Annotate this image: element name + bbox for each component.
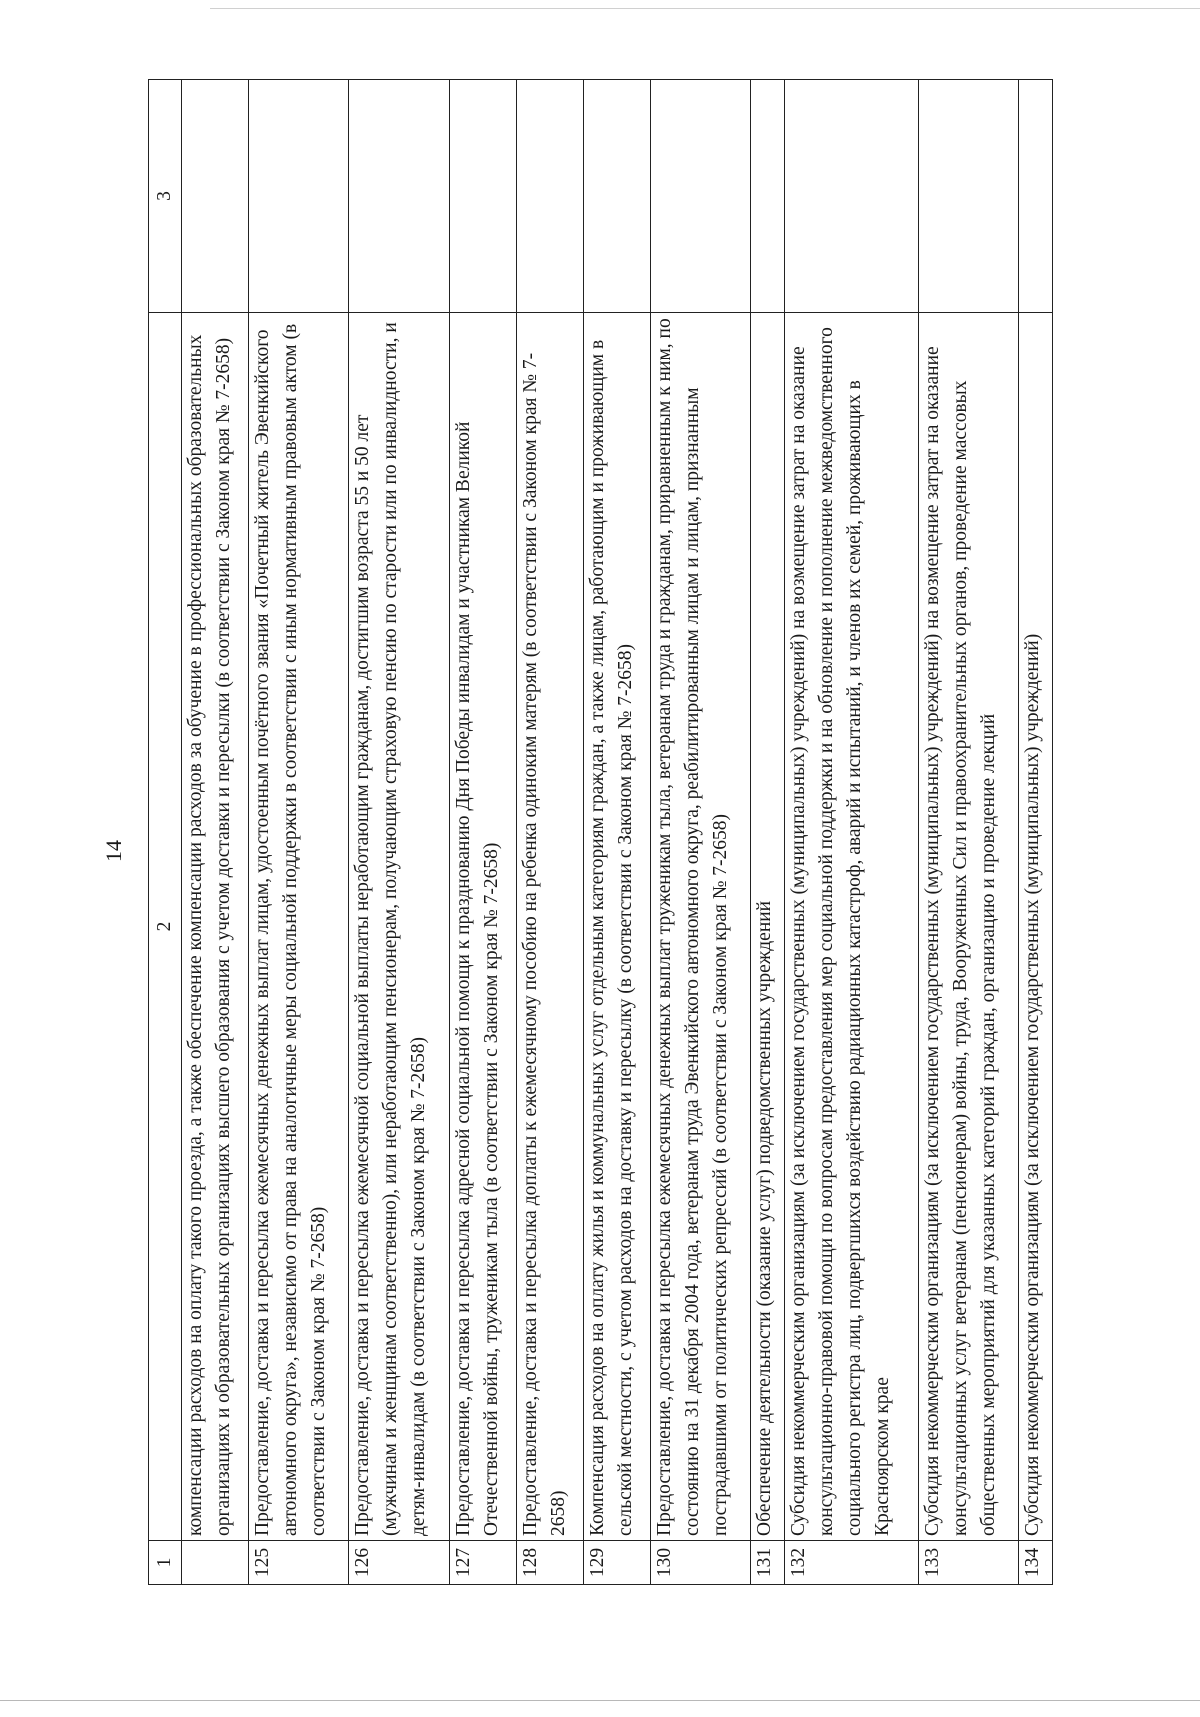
budget-items-table — [148, 79, 1053, 1585]
row-number: 128 — [516, 1541, 583, 1585]
row-value — [449, 80, 516, 313]
page-number: 14 — [101, 840, 126, 862]
row-description: Компенсация расходов на оплату жилья и коммунальных услуг отдельным категориям граждан, а также лицам, работающим и проживающим в сельской местности, с учетом расходов на доставку и пересылку (в соответствии с Законом края № 7-2658) — [583, 313, 650, 1541]
table-header-row — [149, 80, 182, 1585]
row-number: 132 — [785, 1541, 918, 1585]
table-row — [1018, 80, 1052, 1585]
row-number: 127 — [449, 1541, 516, 1585]
table-row — [516, 80, 583, 1585]
row-number: 129 — [583, 1541, 650, 1585]
row-description: Субсидия некоммерческим организациям (за исключением государственных (муниципальных) учреждений) на возмещение затрат на оказание консультационно-правовой помощи по вопросам предоставления мер социальной поддержки и на обновление и пополнение межведомственного социального регистра лиц, подвергшихся воздействию радиационных катастроф, аварий и испытаний, и членов их семей, проживающих в Красноярском крае — [785, 313, 918, 1541]
row-value — [182, 80, 249, 313]
row-number: 134 — [1018, 1541, 1052, 1585]
scan-edge-bottom — [0, 1700, 1200, 1701]
row-number: 131 — [751, 1541, 785, 1585]
table-row — [751, 80, 785, 1585]
row-number — [182, 1541, 249, 1585]
row-description: Предоставление, доставка и пересылка адресной социальной помощи к празднованию Дня Победы инвалидам и участникам Великой Отечественной войны, труженикам тыла (в соответствии с Законом края № 7-2658) — [449, 313, 516, 1541]
table-row — [182, 80, 249, 1585]
table-row — [449, 80, 516, 1585]
rotated-table-container — [148, 80, 1053, 1585]
row-number: 133 — [918, 1541, 1018, 1585]
row-value — [785, 80, 918, 313]
row-value — [249, 80, 349, 313]
column-header-3: 3 — [149, 80, 182, 313]
table-row — [349, 80, 449, 1585]
table-row — [785, 80, 918, 1585]
column-header-2: 2 — [149, 313, 182, 1541]
table-row — [249, 80, 349, 1585]
row-number: 126 — [349, 1541, 449, 1585]
row-description: Субсидия некоммерческим организациям (за исключением государственных (муниципальных) учреждений) на возмещение затрат на оказание консультационных услуг ветеранам (пенсионерам) войны, труда, Вооруженных Сил и правоохранительных органов, проведение массовых общественных мероприятий для указанных категорий граждан, организацию и проведение лекций — [918, 313, 1018, 1541]
row-number: 125 — [249, 1541, 349, 1585]
row-number: 130 — [651, 1541, 751, 1585]
row-description: Предоставление, доставка и пересылка ежемесячных денежных выплат лицам, удостоенным почётного звания «Почетный житель Эвенкийского автономного округа», независимо от права на аналогичные меры социальной поддержки в соответствии с иным нормативным правовым актом (в соответствии с Законом края № 7-2658) — [249, 313, 349, 1541]
row-value — [516, 80, 583, 313]
row-description: Обеспечение деятельности (оказание услуг) подведомственных учреждений — [751, 313, 785, 1541]
row-value — [349, 80, 449, 313]
row-value — [583, 80, 650, 313]
column-header-1: 1 — [149, 1541, 182, 1585]
row-description: компенсации расходов на оплату такого проезда, а также обеспечение компенсации расходов за обучение в профессиональных образовательных организациях и образовательных организациях высшего образования с учетом доставки и пересылки (в соответствии с Законом края № 7-2658) — [182, 313, 249, 1541]
row-description: Предоставление, доставка и пересылка ежемесячных денежных выплат труженикам тыла, ветеранам труда и гражданам, приравненным к ним, по состоянию на 31 декабря 2004 года, ветеранам труда Эвенкийского автономного округа, реабилитированным лицам и лицам, признанным пострадавшими от политических репрессий (в соответствии с Законом края № 7-2658) — [651, 313, 751, 1541]
row-value — [918, 80, 1018, 313]
row-description: Предоставление, доставка и пересылка ежемесячной социальной выплаты неработающим гражданам, достигшим возраста 55 и 50 лет (мужчинам и женщинам соответственно), или неработающим пенсионерам, получающим страховую пенсию по старости или по инвалидности, и детям-инвалидам (в соответствии с Законом края № 7-2658) — [349, 313, 449, 1541]
table-row — [651, 80, 751, 1585]
row-value — [1018, 80, 1052, 313]
scan-edge-top — [210, 8, 1200, 9]
table-row — [918, 80, 1018, 1585]
row-description: Предоставление, доставка и пересылка доплаты к ежемесячному пособию на ребенка одиноким матерям (в соответствии с Законом края № 7-2658) — [516, 313, 583, 1541]
row-description: Субсидия некоммерческим организациям (за исключением государственных (муниципальных) учреждений) — [1018, 313, 1052, 1541]
row-value — [751, 80, 785, 313]
table-row — [583, 80, 650, 1585]
row-value — [651, 80, 751, 313]
